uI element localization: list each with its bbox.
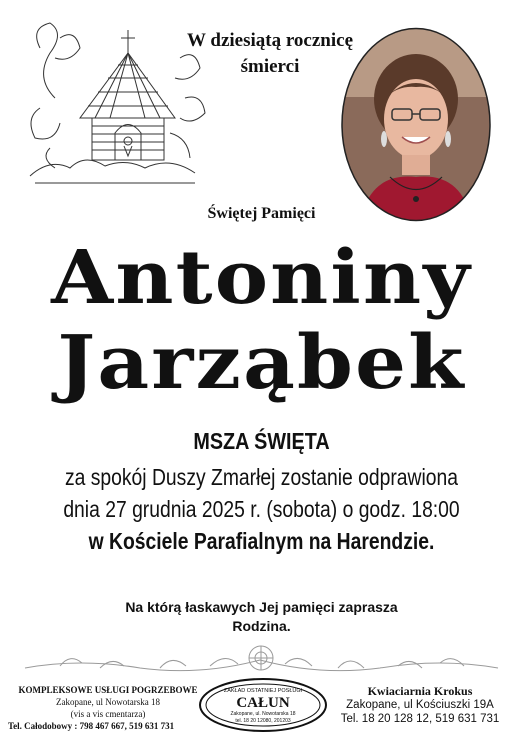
funeral-home-info [8, 684, 208, 732]
funeral-home-name: KOMPLEKSOWE USŁUGI POGRZEBOWE [18, 685, 198, 695]
mass-title: MSZA ŚWIĘTA [193, 428, 330, 454]
florist-name: Kwiaciarnia Krokus [367, 684, 473, 698]
logo-phones: tel. 18 20 12080, 201203 [235, 718, 291, 724]
invitation-line-2: Rodzina. [232, 618, 291, 634]
mass-line-3: w Kościele Parafialnym na Harendzie. [88, 528, 435, 554]
mass-line-2: dnia 27 grudnia 2025 r. (sobota) o godz. 18:00 [63, 496, 460, 522]
heading-line-1: W dziesiątą rocznicę [186, 30, 354, 51]
in-memoriam-label: Świętej Pamięci [207, 205, 316, 222]
logo-name: CAŁUN [236, 695, 290, 711]
florist-phone: Tel. 18 20 128 12, 519 631 731 [340, 713, 500, 725]
florist-info [330, 684, 510, 726]
deceased-first-name: Antoniny [51, 235, 472, 321]
funeral-home-note: (vis a vis cmentarza) [70, 709, 146, 719]
funeral-home-address: Zakopane, ul Nowotarska 18 [56, 697, 160, 707]
ornament-divider [20, 638, 503, 678]
florist-address: Zakopane, ul Kościuszki 19A [346, 699, 494, 711]
funeral-home-phone: Tel. Całodobowy : 798 467 667, 519 631 731 [8, 721, 175, 731]
logo-address: Zakopane, ul. Nowotarska 18 [230, 711, 296, 717]
calun-logo [198, 676, 328, 734]
deceased-last-name: Jarząbek [57, 320, 466, 406]
invitation-line-1: Na którą łaskawych Jej pamięci zaprasza [125, 599, 398, 615]
logo-top-text: ZAKŁAD OSTATNIEJ POSŁUGI [223, 688, 303, 694]
mass-line-1: za spokój Duszy Zmarłej zostanie odprawiona [64, 464, 459, 490]
heading-line-2: śmierci [240, 56, 300, 77]
portrait-photo [340, 27, 492, 222]
